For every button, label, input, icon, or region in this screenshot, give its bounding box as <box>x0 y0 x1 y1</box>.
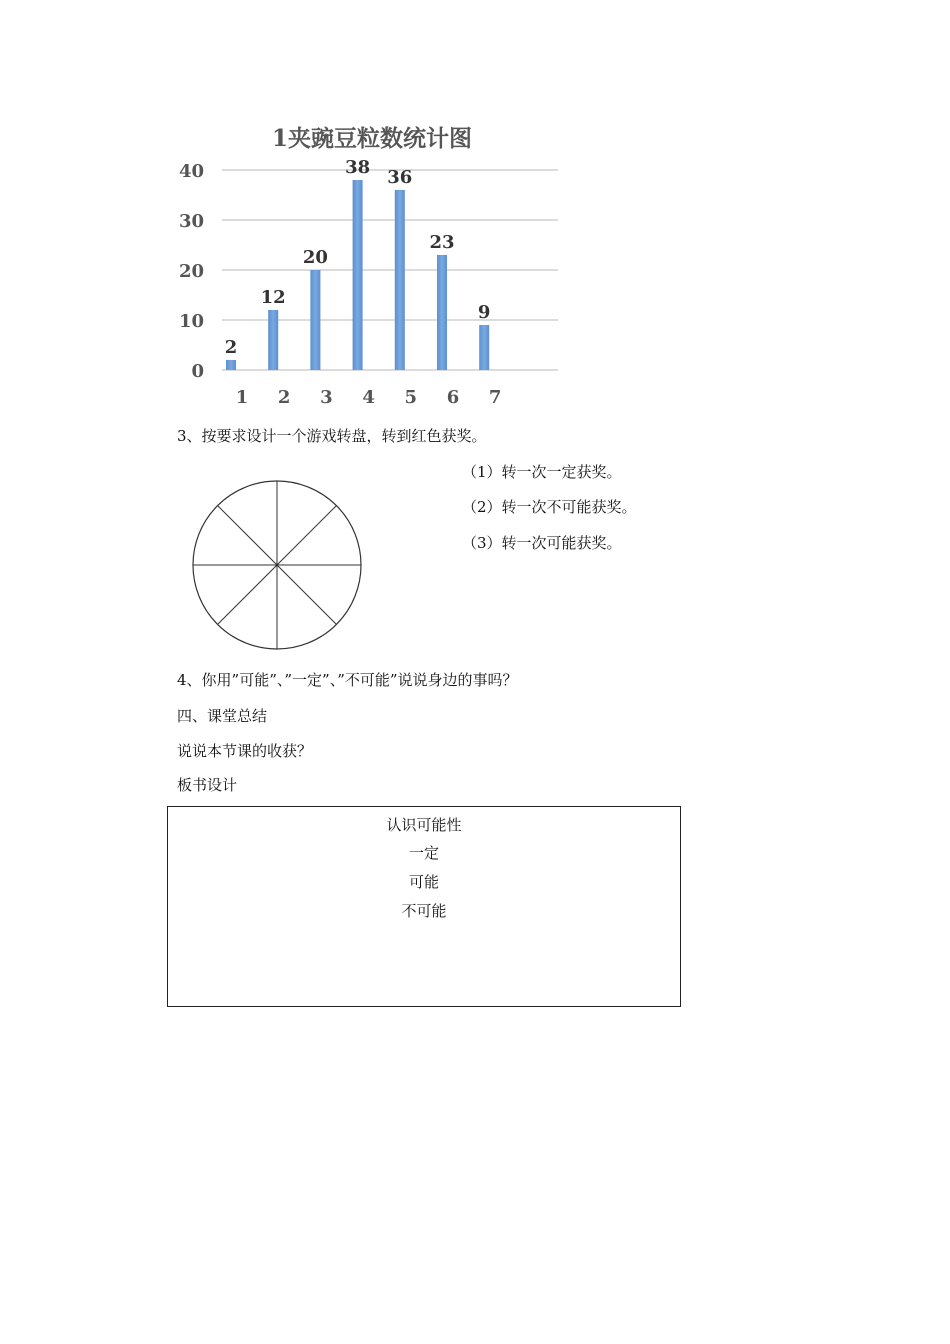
bar-2 <box>268 310 278 370</box>
x-tick-label: 1 <box>235 387 249 408</box>
section-4-title: 四、课堂总结 <box>177 707 268 725</box>
bar-4 <box>353 180 363 370</box>
y-tick-label: 20 <box>178 261 204 282</box>
question-3-item-3: （3）转一次可能获奖。 <box>462 534 622 552</box>
board-design-box <box>167 806 681 1007</box>
section-4-prompt: 说说本节课的收获？ <box>177 742 313 760</box>
spinner-wheel <box>190 478 364 652</box>
chart-svg <box>168 112 568 412</box>
question-4-text: 4、你用”可能”、”一定”、”不可能”说说身边的事吗？ <box>177 671 518 689</box>
y-tick-label: 40 <box>178 161 204 182</box>
data-label: 2 <box>224 337 238 358</box>
board-title: 认识可能性 <box>386 816 462 834</box>
x-tick-label: 2 <box>277 387 291 408</box>
x-tick-label: 3 <box>320 387 333 408</box>
bar-7 <box>479 325 489 370</box>
data-label: 36 <box>387 167 413 188</box>
x-tick-label: 6 <box>446 387 460 408</box>
data-label: 9 <box>477 302 491 323</box>
data-label: 20 <box>302 247 328 268</box>
board-line-2: 可能 <box>408 873 439 891</box>
question-3-item-1: （1）转一次一定获奖。 <box>462 463 622 481</box>
bar-1 <box>226 360 236 370</box>
y-tick-label: 0 <box>191 361 204 382</box>
bar-5 <box>395 190 405 370</box>
bar-chart <box>168 112 568 412</box>
y-tick-label: 30 <box>178 211 204 232</box>
bar-6 <box>437 255 447 370</box>
x-tick-label: 4 <box>362 387 375 408</box>
board-line-1: 一定 <box>408 844 439 862</box>
question-3-text: 3、按要求设计一个游戏转盘，转到红色获奖。 <box>177 427 487 445</box>
board-line-3: 不可能 <box>401 902 447 920</box>
x-tick-label: 7 <box>488 387 502 408</box>
data-label: 38 <box>345 157 371 178</box>
question-3-item-2: （2）转一次不可能获奖。 <box>462 498 637 516</box>
x-tick-label: 5 <box>404 387 418 408</box>
board-design-label: 板书设计 <box>177 776 238 794</box>
bar-3 <box>310 270 320 370</box>
chart-title: 1夹豌豆粒数统计图 <box>271 125 473 152</box>
y-tick-label: 10 <box>178 311 204 332</box>
data-label: 23 <box>429 232 455 253</box>
data-label: 12 <box>260 287 286 308</box>
